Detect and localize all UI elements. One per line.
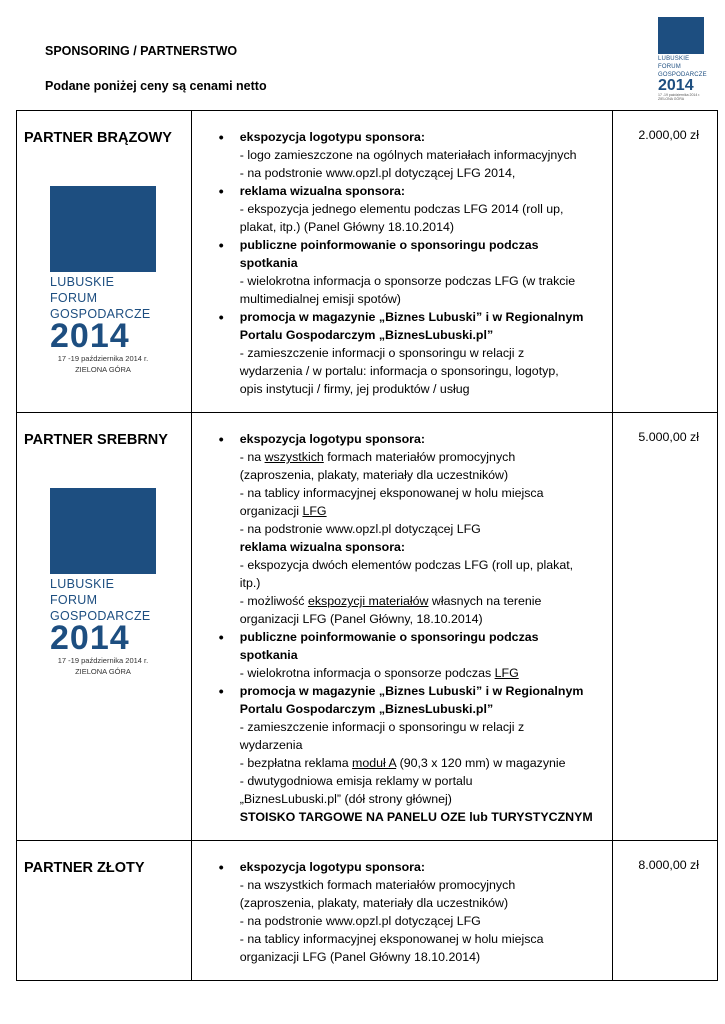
logo-line-3: GOSPODARCZE bbox=[50, 307, 151, 321]
feature-line: Portalu Gospodarczym „BiznesLubuski.pl” bbox=[239, 702, 494, 716]
feature-line: - zamieszczenie informacji o sponsoringu w relacji z bbox=[239, 720, 525, 734]
tier-price-cell bbox=[613, 413, 718, 841]
sponsorship-table bbox=[16, 110, 718, 981]
feature-line: - dwutygodniowa emisja reklamy w portalu bbox=[239, 774, 473, 788]
logo-line-2: FORUM bbox=[50, 291, 98, 305]
feature-line: - ekspozycja dwóch elementów podczas LFG (roll up, plakat, bbox=[239, 558, 574, 572]
page-subtitle: Podane poniżej ceny są cenami netto bbox=[45, 79, 267, 93]
feature-line: plakat, itp.) (Panel Główny 18.10.2014) bbox=[239, 220, 454, 234]
logo-line-2: FORUM bbox=[50, 593, 98, 607]
logo-dates: 17 -19 października 2014 r. bbox=[57, 656, 149, 665]
tier-price: 8.000,00 zł bbox=[638, 858, 699, 872]
tier-features-cell bbox=[191, 111, 612, 413]
event-logo bbox=[50, 186, 156, 374]
feature-line bbox=[192, 754, 604, 772]
feature-line: - na podstronie www.opzl.pl dotyczącej LFG bbox=[239, 914, 481, 928]
tier-row bbox=[17, 111, 718, 413]
text-run: organizacji bbox=[239, 504, 303, 518]
feature-heading: • ekspozycja logotypu sponsora: bbox=[192, 128, 604, 146]
underlined-text: moduł A bbox=[352, 756, 397, 770]
feature-heading: • promocja w magazynie „Biznes Lubuski” i w Regionalnym bbox=[192, 682, 604, 700]
logo-line-1: LUBUSKIE bbox=[50, 275, 115, 289]
logo-city: ZIELONA GÓRA bbox=[658, 97, 685, 101]
feature-line: (zaproszenia, plakaty, materiały dla uczestników) bbox=[239, 468, 509, 482]
feature-line: organizacji LFG (Panel Główny 18.10.2014) bbox=[239, 950, 481, 964]
text-run: formach materiałów promocyjnych bbox=[323, 450, 516, 464]
feature-line: - na tablicy informacyjnej eksponowanej w holu miejsca bbox=[239, 486, 544, 500]
feature-line bbox=[192, 664, 604, 682]
text-run: (90,3 x 120 mm) w magazynie bbox=[396, 756, 566, 770]
feature-heading: • publiczne poinformowanie o sponsoringu podczas bbox=[192, 628, 604, 646]
tier-price-cell bbox=[613, 111, 718, 413]
tier-name-cell bbox=[17, 841, 192, 981]
logo-year: 2014 bbox=[658, 77, 694, 94]
text-run: - możliwość bbox=[239, 594, 308, 608]
logo-dates: 17 -19 października 2014 r. bbox=[57, 354, 149, 363]
feature-line: multimedialnej emisji spotów) bbox=[239, 292, 401, 306]
logo-year: 2014 bbox=[50, 317, 130, 355]
feature-list bbox=[192, 858, 604, 966]
tier-price: 2.000,00 zł bbox=[638, 128, 699, 142]
feature-line: Portalu Gospodarczym „BiznesLubuski.pl” bbox=[239, 328, 494, 342]
logo-dates: 17 -19 października 2014 r. bbox=[658, 93, 701, 97]
text-run: - bezpłatna reklama bbox=[239, 756, 353, 770]
feature-list bbox=[192, 128, 604, 398]
logo-line-1: LUBUSKIE bbox=[50, 577, 115, 591]
tier-features-cell bbox=[191, 841, 612, 981]
feature-line: - wielokrotna informacja o sponsorze podczas LFG (w trakcie bbox=[239, 274, 576, 288]
feature-line: „BiznesLubuski.pl” (dół strony głównej) bbox=[239, 792, 452, 806]
logo-square bbox=[50, 186, 156, 272]
logo-city: ZIELONA GÓRA bbox=[75, 365, 131, 374]
feature-heading: • ekspozycja logotypu sponsora: bbox=[192, 430, 604, 448]
feature-line: - logo zamieszczone na ogólnych materiałach informacyjnych bbox=[239, 148, 577, 162]
feature-line: - na tablicy informacyjnej eksponowanej w holu miejsca bbox=[239, 932, 544, 946]
feature-heading: • promocja w magazynie „Biznes Lubuski” i w Regionalnym bbox=[192, 308, 604, 326]
tier-row bbox=[17, 841, 718, 981]
feature-line: opis instytucji / firmy, jej produktów / usług bbox=[239, 382, 470, 396]
logo-line-3: GOSPODARCZE bbox=[658, 72, 707, 78]
header-logo bbox=[658, 17, 707, 101]
feature-list bbox=[192, 430, 604, 826]
text-run: - na bbox=[239, 450, 265, 464]
text-run: - wielokrotna informacja o sponsorze podczas bbox=[239, 666, 495, 680]
logo-square bbox=[658, 17, 704, 54]
logo-square bbox=[50, 488, 156, 574]
tier-name: PARTNER ZŁOTY bbox=[24, 860, 145, 876]
feature-line: - na podstronie www.opzl.pl dotyczącej LFG 2014, bbox=[239, 166, 516, 180]
feature-line: spotkania bbox=[239, 648, 298, 662]
feature-line bbox=[192, 448, 604, 466]
underlined-text: wszystkich bbox=[264, 450, 324, 464]
feature-line: wydarzenia bbox=[239, 738, 303, 752]
tier-features-cell bbox=[191, 413, 612, 841]
tier-price-cell bbox=[613, 841, 718, 981]
feature-line: - ekspozycja jednego elementu podczas LFG 2014 (roll up, bbox=[239, 202, 564, 216]
logo-line-2: FORUM bbox=[658, 64, 681, 70]
tier-name: PARTNER SREBRNY bbox=[24, 432, 168, 448]
underlined-text: ekspozycji materiałów bbox=[307, 594, 429, 608]
feature-line: wydarzenia / w portalu: informacja o sponsoringu, logotyp, bbox=[239, 364, 559, 378]
logo-year: 2014 bbox=[50, 619, 130, 657]
feature-line bbox=[192, 592, 604, 610]
text-run: własnych na terenie bbox=[428, 594, 542, 608]
feature-line: STOISKO TARGOWE NA PANELU OZE lub TURYSTYCZNYM bbox=[239, 810, 593, 824]
tier-price: 5.000,00 zł bbox=[638, 430, 699, 444]
feature-line: - zamieszczenie informacji o sponsoringu w relacji z bbox=[239, 346, 525, 360]
logo-line-3: GOSPODARCZE bbox=[50, 609, 151, 623]
tier-name-cell bbox=[17, 413, 192, 841]
underlined-text: LFG bbox=[494, 666, 519, 680]
feature-line bbox=[192, 502, 604, 520]
feature-line: - na wszystkich formach materiałów promocyjnych bbox=[239, 878, 516, 892]
underlined-text: LFG bbox=[302, 504, 327, 518]
event-logo bbox=[50, 488, 156, 676]
feature-line: organizacji LFG (Panel Główny, 18.10.2014) bbox=[239, 612, 483, 626]
logo-line-1: LUBUSKIE bbox=[658, 56, 690, 62]
tier-row bbox=[17, 413, 718, 841]
feature-heading: • publiczne poinformowanie o sponsoringu podczas bbox=[192, 236, 604, 254]
feature-line: reklama wizualna sponsora: bbox=[239, 540, 406, 554]
feature-line: (zaproszenia, plakaty, materiały dla uczestników) bbox=[239, 896, 509, 910]
feature-line: itp.) bbox=[239, 576, 261, 590]
tier-name-cell bbox=[17, 111, 192, 413]
feature-heading: • ekspozycja logotypu sponsora: bbox=[192, 858, 604, 876]
page-title: SPONSORING / PARTNERSTWO bbox=[45, 44, 238, 58]
tier-name: PARTNER BRĄZOWY bbox=[24, 130, 172, 146]
feature-heading: • reklama wizualna sponsora: bbox=[192, 182, 604, 200]
feature-line: - na podstronie www.opzl.pl dotyczącej LFG bbox=[239, 522, 481, 536]
feature-line: spotkania bbox=[239, 256, 298, 270]
logo-city: ZIELONA GÓRA bbox=[75, 667, 131, 676]
